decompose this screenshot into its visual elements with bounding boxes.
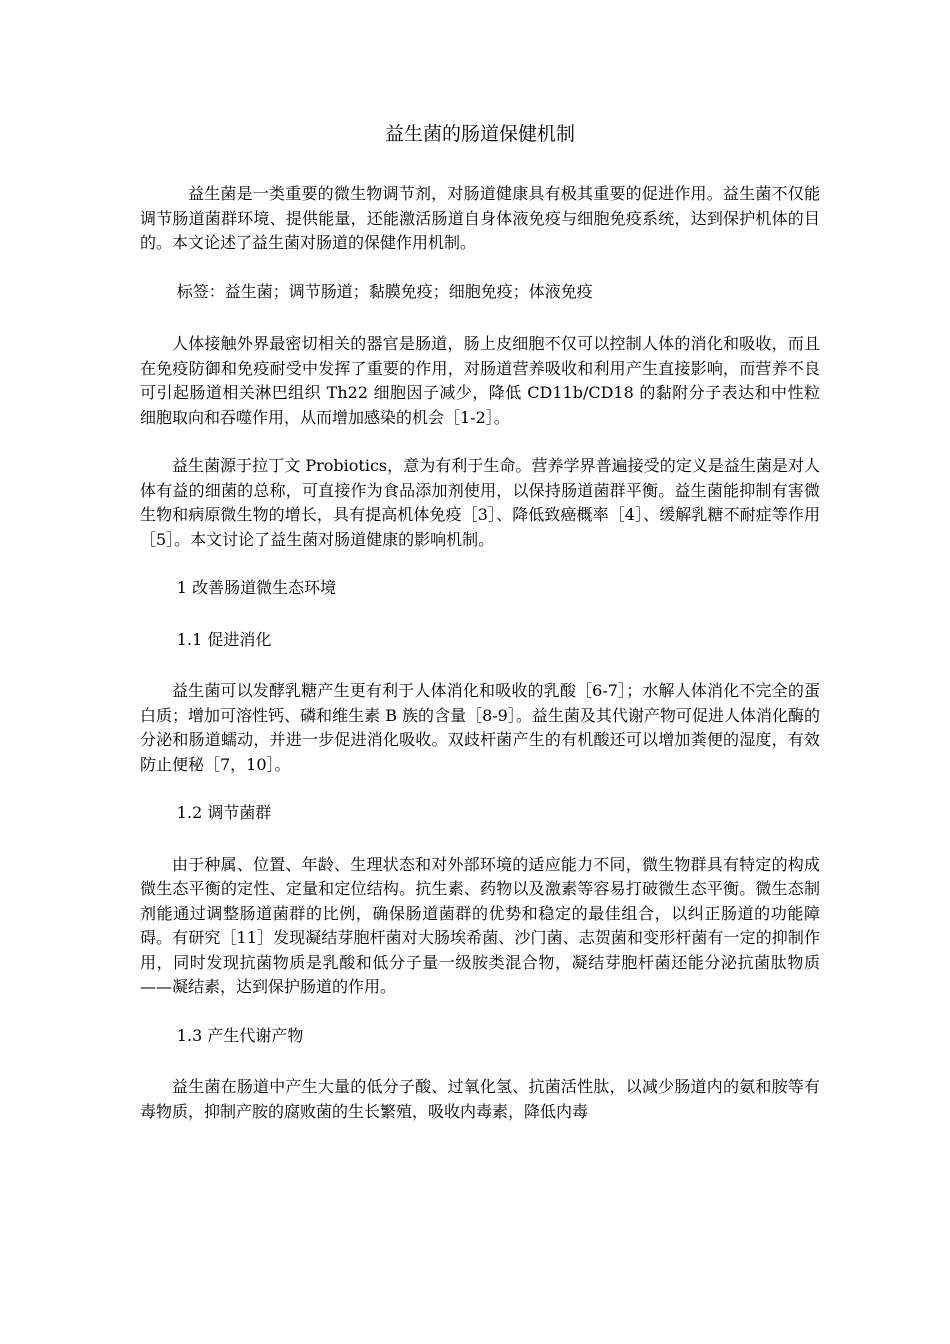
intro-paragraph-1: 人体接触外界最密切相关的器官是肠道，肠上皮细胞不仅可以控制人体的消化和吸收，而且在免疫防御和免疫耐受中发挥了重要的作用，对肠道营养吸收和利用产生直接影响，而营养不良可引起肠道相关淋巴组织 Th22 细胞因子减少，降低 CD11b/CD18 的黏附分子表达和中性粒细胞取向和吞噬作用，从而增加感染的机会［1-2］。: [140, 334, 820, 427]
document-page: [140, 120, 820, 1148]
abstract-paragraph: 益生菌是一类重要的微生物调节剂，对肠道健康具有极其重要的促进作用。益生菌不仅能调节肠道菌群环境、提供能量，还能激活肠道自身体液免疫与细胞免疫系统，达到保护机体的目的。本文论述了益生菌对肠道的保健作用机制。: [140, 184, 820, 252]
section-1-1-paragraph: 益生菌可以发酵乳糖产生更有利于人体消化和吸收的乳酸［6-7］；水解人体消化不完全的蛋白质；增加可溶性钙、磷和维生素 B 族的含量［8-9］。益生菌及其代谢产物可促进人体消化酶的分泌和肠道蠕动，并进一步促进消化吸收。双歧杆菌产生的有机酸还可以增加粪便的湿度，有效防止便秘［7，10］。: [140, 681, 820, 774]
section-1-2-heading: 1.2 调节菌群: [176, 803, 272, 822]
intro-paragraph-2: 益生菌源于拉丁文 Probiotics，意为有利于生命。营养学界普遍接受的定义是益生菌是对人体有益的细菌的总称，可直接作为食品添加剂使用，以保持肠道菌群平衡。益生菌能抑制有害微生物和病原微生物的增长，具有提高机体免疫［3］、降低致癌概率［4］、缓解乳糖不耐症等作用［5］。本文讨论了益生菌对肠道健康的影响机制。: [140, 456, 820, 549]
section-1-2-paragraph: 由于种属、位置、年龄、生理状态和对外部环境的适应能力不同，微生物群具有特定的构成微生态平衡的定性、定量和定位结构。抗生素、药物以及激素等容易打破微生态平衡。微生态制剂能通过调整肠道菌群的比例，确保肠道菌群的优势和稳定的最佳组合，以纠正肠道的功能障碍。有研究［11］发现凝结芽胞杆菌对大肠埃希菌、沙门菌、志贺菌和变形杆菌有一定的抑制作用，同时发现抗菌物质是乳酸和低分子量一级胺类混合物，凝结芽胞杆菌还能分泌抗菌肽物质——凝结素，达到保护肠道的作用。: [140, 854, 820, 996]
keywords-line: 标签：益生菌；调节肠道；黏膜免疫；细胞免疫；体液免疫: [176, 281, 593, 301]
document-title: 益生菌的肠道保健机制: [384, 123, 575, 145]
section-1-3-heading: 1.3 产生代谢产物: [176, 1025, 304, 1045]
section-1-3-paragraph: 益生菌在肠道中产生大量的低分子酸、过氧化氢、抗菌活性肽，以减少肠道内的氨和胺等有毒物质，抑制产胺的腐败菌的生长繁殖，吸收内毒素，降低内毒: [140, 1077, 820, 1121]
section-1-heading: 1 改善肠道微生态环境: [176, 578, 337, 597]
section-1-1-heading: 1.1 促进消化: [176, 629, 272, 649]
